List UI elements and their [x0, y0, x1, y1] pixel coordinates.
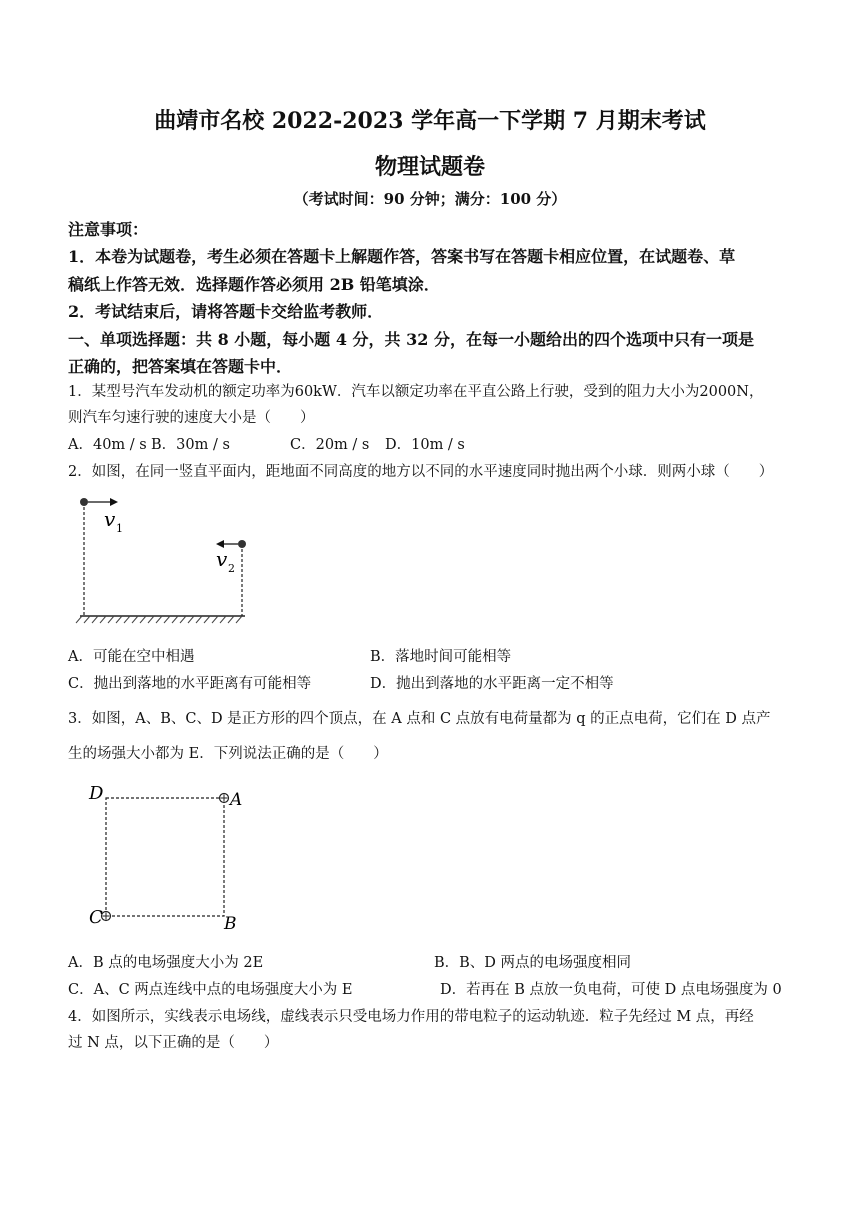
notice-item-2: 2．考试结束后，请将答题卡交给监考教师． [68, 302, 384, 321]
notice-heading: 注意事项： [68, 220, 149, 239]
page-subtitle: 物理试题卷 [374, 154, 485, 180]
q3-option-d: D．若再在 B 点放一负电荷，可使 D 点电场强度为 0 [440, 982, 782, 998]
q1-stem-line-1: 1．某型号汽车发动机的额定功率为60kW．汽车以额定功率在平直公路上行驶，受到的阻力大小为2000N， [68, 384, 764, 400]
q3-option-a: A．B 点的电场强度大小为 2E [68, 955, 264, 971]
velocity-arrow-1 [110, 498, 118, 506]
q3-stem-line-1: 3．如图，A、B、C、D 是正方形的四个顶点，在 A 点和 C 点放有电荷量都为 q 的正点电荷，它们在 D 点产 [68, 711, 771, 727]
q2-option-c: C．抛出到落地的水平距离有可能相等 [68, 676, 312, 692]
vertex-b-label: B [224, 914, 237, 934]
q1-option-b: B．30m / s [151, 437, 230, 453]
q2-option-d: D．抛出到落地的水平距离一定不相等 [370, 676, 614, 692]
q3-square-figure [86, 780, 246, 935]
q1-option-a: A．40m / s [68, 437, 147, 453]
q3-option-c: C．A、C 两点连线中点的电场强度大小为 E [68, 982, 353, 998]
q1-option-d: D．10m / s [385, 437, 465, 453]
section-heading-line-1: 一、单项选择题：共 8 小题，每小题 4 分，共 32 分，在每一小题给出的四个选项中只有一项是 [68, 330, 754, 349]
q3-option-b: B．B、D 两点的电场强度相同 [434, 955, 632, 971]
q4-stem-line-2: 过 N 点，以下正确的是（ ） [68, 1035, 279, 1051]
exam-info: （考试时间：90 分钟；满分：100 分） [293, 190, 567, 208]
page-title: 曲靖市名校 2022-2023 学年高一下学期 7 月期末考试 [154, 108, 706, 134]
q2-projectile-figure [70, 492, 260, 628]
vertex-d-label: D [89, 783, 104, 804]
q4-stem-line-1: 4．如图所示，实线表示电场线，虚线表示只受电场力作用的带电粒子的运动轨迹．粒子先经过 M 点，再经 [68, 1009, 754, 1025]
vertex-c-label: C [89, 907, 103, 928]
v2-label: v [216, 547, 228, 571]
ball-2 [238, 540, 246, 548]
q2-stem: 2．如图，在同一竖直平面内，距地面不同高度的地方以不同的水平速度同时抛出两个小球．则两小球（ ） [68, 464, 774, 480]
q2-option-b: B．落地时间可能相等 [370, 649, 512, 665]
square-outline [106, 798, 224, 916]
ball-1 [80, 498, 88, 506]
notice-item-1-line-1: 1．本卷为试题卷，考生必须在答题卡上解题作答，答案书写在答题卡相应位置，在试题卷、草 [68, 247, 736, 266]
q1-option-c: C．20m / s [290, 437, 370, 453]
v2-subscript: 2 [228, 562, 235, 575]
notice-item-1-line-2: 稿纸上作答无效．选择题作答必须用 2B 铅笔填涂． [68, 275, 440, 294]
section-heading-line-2: 正确的，把答案填在答题卡中． [68, 357, 293, 376]
vertex-a-label: A [230, 790, 243, 810]
v1-subscript: 1 [116, 522, 123, 535]
q2-option-a: A．可能在空中相遇 [68, 649, 195, 665]
v1-label: v [104, 507, 116, 531]
q3-stem-line-2: 生的场强大小都为 E．下列说法正确的是（ ） [68, 746, 388, 762]
q1-stem-line-2: 则汽车匀速行驶的速度大小是（ ） [68, 410, 315, 426]
